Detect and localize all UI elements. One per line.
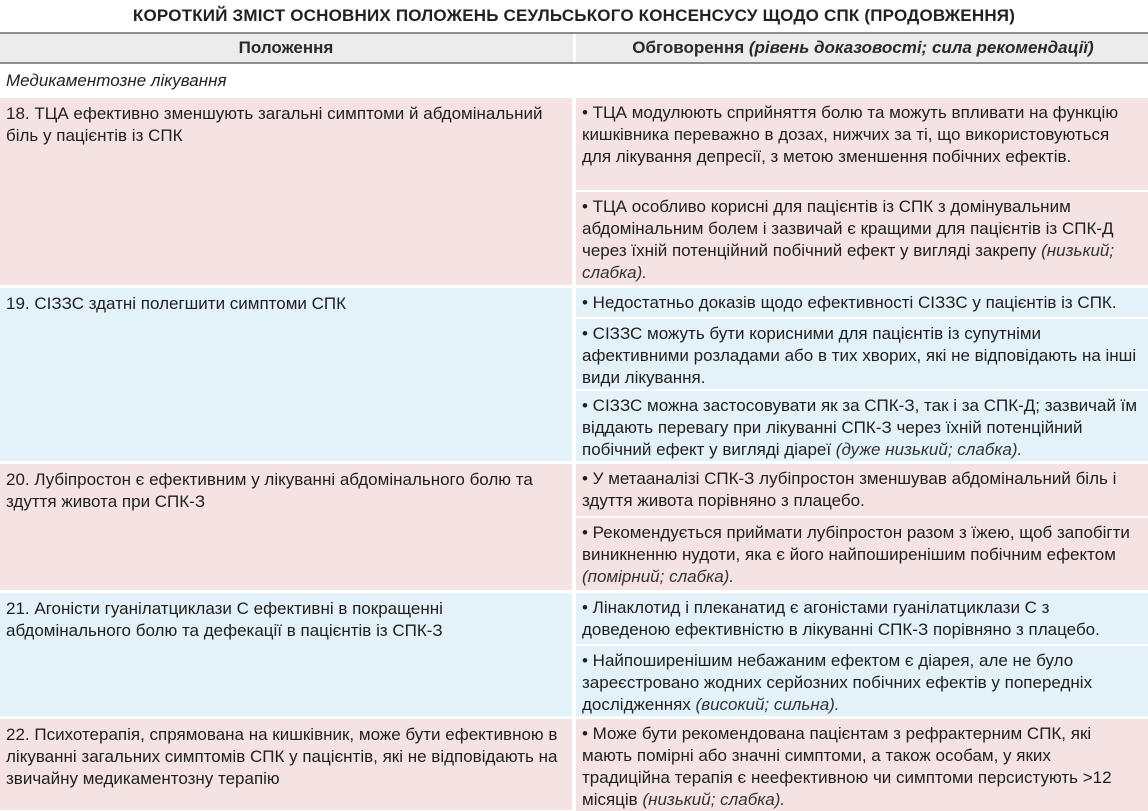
discussion-item: • Може бути рекомендована пацієнтам з рефрактерним СПК, які мають помірні або значні симптоми, а також особам, у яких традиційна терапія є неефективною чи симптоми персистують >12 місяців (низький; слабка). [576,719,1148,811]
statement-cell: 20. Лубіпростон є ефективним у лікуванні абдомінального болю та здуття живота при СПК-З [0,464,572,590]
header-statement: Положення [238,38,334,57]
discussion-item: • СІЗЗС можна застосовувати як за СПК-З, так і за СПК-Д; зазвичай їм віддають перевагу при лікуванні СПК-З через їхній потенційний побічний ефект у вигляді діареї (дуже низький; слабка). [576,389,1148,461]
discussion-item: • Найпоширенішим небажаним ефектом є діарея, але не було зареєстровано жодних серйозних побічних ефектів у попередніх дослідженнях (високий; сильна). [576,644,1148,716]
discussion-cell [576,593,1148,716]
header-discussion [578,34,1148,62]
discussion-cell [576,719,1148,810]
header-evidence-note: (рівень доказовості; сила рекомендації) [748,38,1094,57]
table-header [0,32,1148,64]
statement-cell: 18. ТЦА ефективно зменшують загальні симптоми й абдомінальний біль у пацієнтів із СПК [0,98,572,285]
table-row [0,464,1148,590]
statement-cell: 21. Агоністи гуанілатциклази С ефективні в покращенні абдомінального болю та дефекації в пацієнтів із СПК-З [0,593,572,716]
discussion-item: • Рекомендується приймати лубіпростон разом з їжею, щоб запобігти виникненню нудоти, яка є його найпоширенішим побічним ефектом (помірний; слабка). [576,516,1148,590]
table-row [0,288,1148,461]
discussion-item: • СІЗЗС можуть бути корисними для пацієнтів із супутніми афективними розладами або в тих хворих, які не відповідають на інші види лікування. [576,317,1148,389]
discussion-item: • У метааналізі СПК-З лубіпростон зменшував абдомінальний біль і здуття живота порівняно з плацебо. [576,464,1148,516]
table-row [0,98,1148,285]
discussion-cell [576,464,1148,590]
discussion-item: • Недостатньо доказів щодо ефективності СІЗЗС у пацієнтів із СПК. [576,288,1148,317]
discussion-cell [576,288,1148,461]
section-title: Медикаментозне лікування [6,71,227,90]
statement-cell: 19. СІЗЗС здатні полегшити симптоми СПК [0,288,572,461]
table-row [0,719,1148,810]
discussion-cell [576,98,1148,285]
header-discussion-label: Обговорення [632,38,745,57]
header-divider [573,34,576,62]
discussion-item: • ТЦА модулюють сприйняття болю та можуть впливати на функцію кишківника переважно в дозах, нижчих за ті, що використовуються для лікування депресії, з метою зменшення побічних ефектів. [576,98,1148,190]
statement-cell: 22. Психотерапія, спрямована на кишківник, може бути ефективною в лікуванні загальних симптомів СПК у пацієнтів, які не відповідають на звичайну медикаментозну терапію [0,719,572,810]
table-row [0,593,1148,716]
discussion-item: • Лінаклотид і плеканатид є агоністами гуанілатциклази С з доведеною ефективністю в лікуванні СПК-З порівняно з плацебо. [576,593,1148,644]
table-title: КОРОТКИЙ ЗМІСТ ОСНОВНИХ ПОЛОЖЕНЬ СЕУЛЬСЬКОГО КОНСЕНСУСУ ЩОДО СПК (ПРОДОВЖЕННЯ) [132,6,1016,25]
discussion-item: • ТЦА особливо корисні для пацієнтів із СПК з домінувальним абдомінальним болем і зазвичай є кращими для пацієнтів із СПК-Д через їхній потенційний побічний ефект у вигляді закрепу (низький; слабка). [576,190,1148,285]
